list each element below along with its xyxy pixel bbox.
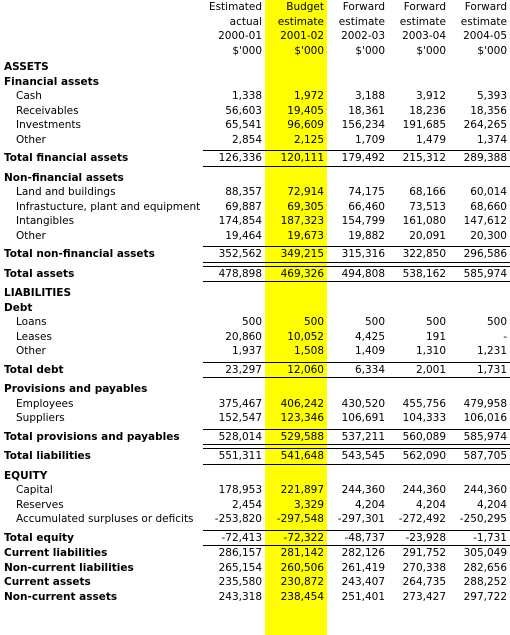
value-cell: 375,467 xyxy=(218,397,262,410)
column-header-cell: 2001-02 xyxy=(280,30,324,42)
empty-cell xyxy=(327,469,388,484)
empty-cell xyxy=(265,286,327,301)
row-label: EQUITY xyxy=(4,469,48,482)
value-cell: 244,360 xyxy=(402,484,446,496)
value-cell: 264,735 xyxy=(402,576,446,588)
table-row-infrastucture-plant-and-equipment xyxy=(0,200,510,215)
value-cell: 261,419 xyxy=(341,561,385,574)
value-cell: 251,401 xyxy=(341,590,385,603)
value-cell: 230,872 xyxy=(280,576,324,588)
value-cell: 2,125 xyxy=(293,133,324,146)
value-cell: 1,972 xyxy=(293,90,324,102)
value-cell: 147,612 xyxy=(463,215,507,227)
value-cell: 3,188 xyxy=(354,90,385,102)
row-label: Employees xyxy=(16,397,74,410)
value-cell: 19,882 xyxy=(348,229,385,242)
value-cell: 3,329 xyxy=(293,498,324,511)
total-row-total-provisions-and-payables xyxy=(0,429,510,445)
row-label: Suppliers xyxy=(16,412,65,424)
column-header-cell: $'000 xyxy=(416,44,446,57)
empty-cell xyxy=(265,171,327,186)
value-cell: 500 xyxy=(241,316,262,328)
value-cell: 273,427 xyxy=(402,590,446,603)
value-cell: 289,388 xyxy=(449,151,510,167)
value-cell: 178,953 xyxy=(218,484,262,496)
value-cell: 72,914 xyxy=(287,186,324,198)
row-label: Non-financial assets xyxy=(4,171,124,184)
value-cell: 187,323 xyxy=(280,215,324,227)
value-cell: 20,860 xyxy=(225,330,262,343)
value-cell: 244,360 xyxy=(341,484,385,496)
empty-cell xyxy=(449,301,510,316)
row-label: Infrastucture, plant and equipment xyxy=(16,200,201,213)
row-label: Leases xyxy=(16,330,52,343)
value-cell: 104,333 xyxy=(402,412,446,424)
value-cell: 1,731 xyxy=(449,362,510,378)
value-cell: 291,752 xyxy=(402,547,446,559)
empty-cell xyxy=(265,60,327,75)
section-heading-equity xyxy=(0,469,510,484)
value-cell: 123,346 xyxy=(280,412,324,424)
value-cell: 60,014 xyxy=(470,186,507,198)
row-label: Reserves xyxy=(16,498,64,511)
value-cell: 1,338 xyxy=(231,90,262,102)
value-cell: 286,157 xyxy=(218,547,262,559)
row-label: Accumulated surpluses or deficits xyxy=(16,513,194,525)
table-row-employees xyxy=(0,397,510,412)
value-cell: 494,808 xyxy=(327,266,388,282)
table-row-investments xyxy=(0,118,510,133)
value-cell: 191,685 xyxy=(402,119,446,131)
value-cell: 528,014 xyxy=(203,429,265,445)
section-heading-non-financial-assets xyxy=(0,171,510,186)
empty-cell xyxy=(388,469,449,484)
value-cell: 529,588 xyxy=(265,429,327,445)
empty-cell xyxy=(203,469,265,484)
value-cell: 282,126 xyxy=(341,547,385,559)
value-cell: -1,731 xyxy=(449,530,510,546)
empty-cell xyxy=(388,171,449,186)
empty-cell xyxy=(265,75,327,90)
empty-cell xyxy=(327,75,388,90)
column-header-cell: estimate xyxy=(460,15,507,28)
value-cell: 20,091 xyxy=(409,229,446,242)
value-cell: 288,252 xyxy=(463,576,507,588)
value-cell: 537,211 xyxy=(327,429,388,445)
value-cell: 4,204 xyxy=(415,498,446,511)
value-cell: 1,231 xyxy=(476,345,507,357)
empty-cell xyxy=(203,171,265,186)
total-row-total-equity xyxy=(0,530,510,546)
value-cell: 1,310 xyxy=(415,345,446,357)
value-cell: 270,338 xyxy=(402,561,446,574)
value-cell: 106,691 xyxy=(341,412,385,424)
value-cell: 560,089 xyxy=(388,429,449,445)
header-blank xyxy=(0,0,203,15)
value-cell: 19,464 xyxy=(225,229,262,242)
value-cell: -250,295 xyxy=(459,513,507,525)
row-label: Land and buildings xyxy=(16,186,116,198)
row-label: LIABILITIES xyxy=(4,287,72,299)
value-cell: 126,336 xyxy=(203,151,265,167)
value-cell: 1,479 xyxy=(415,133,446,146)
column-header-row xyxy=(0,15,510,30)
row-label: Intangibles xyxy=(16,215,75,227)
value-cell: 221,897 xyxy=(280,484,324,496)
row-label: Total debt xyxy=(4,363,64,376)
empty-cell xyxy=(388,301,449,316)
empty-cell xyxy=(203,301,265,316)
value-cell: 264,265 xyxy=(463,119,507,131)
column-header-cell: Forward xyxy=(403,1,446,13)
row-label: Total assets xyxy=(4,267,75,280)
value-cell: 215,312 xyxy=(388,151,449,167)
value-cell: 500 xyxy=(425,316,446,328)
row-label: Other xyxy=(16,229,46,242)
empty-cell xyxy=(327,60,388,75)
row-label: Investments xyxy=(16,119,81,131)
empty-cell xyxy=(203,75,265,90)
row-label: Other xyxy=(16,133,46,146)
row-label: Total equity xyxy=(4,531,74,544)
value-cell: 68,660 xyxy=(470,200,507,213)
value-cell: 161,080 xyxy=(402,215,446,227)
column-header-cell: estimate xyxy=(399,15,446,28)
row-label: Debt xyxy=(4,301,33,314)
empty-cell xyxy=(388,75,449,90)
row-label: Other xyxy=(16,345,46,357)
value-cell: 500 xyxy=(364,316,385,328)
value-cell: 152,547 xyxy=(218,412,262,424)
value-cell: 6,334 xyxy=(327,362,388,378)
row-label: Capital xyxy=(16,484,53,496)
value-cell: 406,242 xyxy=(280,397,324,410)
value-cell: 296,586 xyxy=(449,247,510,263)
header-blank xyxy=(0,29,203,44)
value-cell: 10,052 xyxy=(287,330,324,343)
value-cell: 154,799 xyxy=(341,215,385,227)
section-heading-financial-assets xyxy=(0,75,510,90)
row-label: Total financial assets xyxy=(4,152,129,164)
header-blank xyxy=(0,44,203,59)
value-cell: 19,405 xyxy=(287,104,324,117)
row-label: Non-current assets xyxy=(4,590,118,603)
value-cell: 2,454 xyxy=(231,498,262,511)
value-cell: 18,356 xyxy=(470,104,507,117)
value-cell: 2,854 xyxy=(231,133,262,146)
empty-cell xyxy=(449,75,510,90)
value-cell: 69,887 xyxy=(225,200,262,213)
column-header-cell: Forward xyxy=(464,1,507,13)
column-header-cell: 2000-01 xyxy=(218,30,262,42)
value-cell: 74,175 xyxy=(348,186,385,198)
table-row-accumulated-surpluses-or-deficits xyxy=(0,512,510,527)
value-cell: 587,705 xyxy=(449,449,510,465)
total-row-total-financial-assets xyxy=(0,151,510,167)
value-cell: 3,912 xyxy=(415,90,446,102)
value-cell: 322,850 xyxy=(388,247,449,263)
value-cell: 56,603 xyxy=(225,104,262,117)
value-cell: - xyxy=(503,330,507,343)
value-cell: 585,974 xyxy=(449,429,510,445)
table-row-loans xyxy=(0,315,510,330)
value-cell: 18,236 xyxy=(409,104,446,117)
value-cell: 96,609 xyxy=(287,119,324,131)
total-row-total-debt xyxy=(0,362,510,378)
row-label: Cash xyxy=(16,90,42,102)
value-cell: 243,318 xyxy=(218,590,262,603)
value-cell: 191 xyxy=(425,330,446,343)
column-header-cell: estimate xyxy=(338,15,385,28)
value-cell: 88,357 xyxy=(225,186,262,198)
value-cell: 1,709 xyxy=(354,133,385,146)
empty-cell xyxy=(327,171,388,186)
value-cell: 179,492 xyxy=(327,151,388,167)
value-cell: 478,898 xyxy=(203,266,265,282)
value-cell: 12,060 xyxy=(265,362,327,378)
column-header-cell: Estimated xyxy=(208,1,262,13)
value-cell: -297,301 xyxy=(337,513,385,525)
empty-cell xyxy=(449,171,510,186)
value-cell: 18,361 xyxy=(348,104,385,117)
row-label: Current liabilities xyxy=(4,546,108,559)
column-header-cell: $'000 xyxy=(294,44,324,57)
value-cell: 19,673 xyxy=(287,229,324,242)
value-cell: 73,513 xyxy=(409,200,446,213)
column-header-cell: 2004-05 xyxy=(463,30,507,42)
empty-cell xyxy=(203,382,265,397)
value-cell: 500 xyxy=(303,316,324,328)
value-cell: 65,541 xyxy=(225,119,262,131)
empty-cell xyxy=(449,286,510,301)
value-cell: 120,111 xyxy=(265,151,327,167)
section-heading-assets xyxy=(0,60,510,75)
column-header-cell: $'000 xyxy=(355,44,385,57)
value-cell: 4,425 xyxy=(354,330,385,343)
value-cell: 69,305 xyxy=(287,200,324,213)
value-cell: -253,820 xyxy=(214,513,262,525)
value-cell: -48,737 xyxy=(327,530,388,546)
value-cell: 282,656 xyxy=(463,561,507,574)
value-cell: 479,958 xyxy=(463,397,507,410)
value-cell: 500 xyxy=(486,316,507,328)
column-header-row xyxy=(0,0,510,15)
empty-cell xyxy=(388,286,449,301)
value-cell: 174,854 xyxy=(218,215,262,227)
value-cell: 315,316 xyxy=(327,247,388,263)
table-row-other xyxy=(0,133,510,148)
value-cell: 455,756 xyxy=(402,397,446,410)
empty-cell xyxy=(327,382,388,397)
value-cell: 281,142 xyxy=(280,547,324,559)
empty-cell xyxy=(449,382,510,397)
empty-cell xyxy=(449,469,510,484)
value-cell: 238,454 xyxy=(280,590,324,603)
row-label: Provisions and payables xyxy=(4,383,148,395)
value-cell: 66,460 xyxy=(348,200,385,213)
row-label: Current assets xyxy=(4,576,91,588)
value-cell: -72,322 xyxy=(265,530,327,546)
value-cell: 235,580 xyxy=(218,576,262,588)
column-header-cell: $'000 xyxy=(477,44,507,57)
section-heading-provisions-and-payables xyxy=(0,382,510,397)
empty-cell xyxy=(327,301,388,316)
value-cell: 469,326 xyxy=(265,266,327,282)
value-cell: 1,508 xyxy=(293,345,324,357)
value-cell: 430,520 xyxy=(341,397,385,410)
empty-cell xyxy=(388,382,449,397)
value-cell: 538,162 xyxy=(388,266,449,282)
value-cell: 2,001 xyxy=(388,362,449,378)
value-cell: -23,928 xyxy=(388,530,449,546)
value-cell: 1,409 xyxy=(354,345,385,357)
value-cell: 23,297 xyxy=(203,362,265,378)
value-cell: 4,204 xyxy=(354,498,385,511)
total-row-total-non-financial-assets xyxy=(0,247,510,263)
value-cell: 562,090 xyxy=(388,449,449,465)
empty-cell xyxy=(265,382,327,397)
empty-cell xyxy=(203,286,265,301)
table-row-leases xyxy=(0,330,510,345)
empty-cell xyxy=(265,469,327,484)
value-cell: 265,154 xyxy=(218,561,262,574)
row-label: Non-current liabilities xyxy=(4,561,134,574)
table-row-cash xyxy=(0,89,510,104)
column-header-cell: Forward xyxy=(342,1,385,13)
value-cell: 297,722 xyxy=(463,590,507,603)
summary-row-non-current-assets xyxy=(0,590,510,605)
table-row-other xyxy=(0,344,510,359)
value-cell: -272,492 xyxy=(398,513,446,525)
value-cell: 244,360 xyxy=(463,484,507,496)
row-label: Total liabilities xyxy=(4,450,91,462)
row-label: ASSETS xyxy=(4,61,49,73)
value-cell: 5,393 xyxy=(476,90,507,102)
value-cell: 305,049 xyxy=(463,547,507,559)
value-cell: 543,545 xyxy=(327,449,388,465)
section-heading-debt xyxy=(0,301,510,316)
column-header-cell: actual xyxy=(229,15,262,28)
table-row-receivables xyxy=(0,104,510,119)
table-row-reserves xyxy=(0,498,510,513)
total-row-total-assets xyxy=(0,266,510,282)
table-row-intangibles xyxy=(0,214,510,229)
column-header-row xyxy=(0,44,510,59)
summary-row-current-liabilities xyxy=(0,546,510,561)
value-cell: 1,937 xyxy=(231,345,262,357)
value-cell: 551,311 xyxy=(203,449,265,465)
value-cell: 1,374 xyxy=(476,133,507,146)
value-cell: 585,974 xyxy=(449,266,510,282)
column-header-cell: Budget xyxy=(286,1,324,13)
value-cell: 156,234 xyxy=(341,119,385,131)
value-cell: 352,562 xyxy=(203,247,265,263)
empty-cell xyxy=(449,60,510,75)
table-row-land-and-buildings xyxy=(0,185,510,200)
column-header-cell: $'000 xyxy=(232,44,262,57)
value-cell: 20,300 xyxy=(470,229,507,242)
value-cell: 243,407 xyxy=(341,576,385,588)
summary-row-non-current-liabilities xyxy=(0,561,510,576)
value-cell: 541,648 xyxy=(265,449,327,465)
summary-row-current-assets xyxy=(0,575,510,590)
table-row-capital xyxy=(0,483,510,498)
value-cell: 4,204 xyxy=(476,498,507,511)
row-label: Total non-financial assets xyxy=(4,248,155,260)
table-row-suppliers xyxy=(0,411,510,426)
row-label: Financial assets xyxy=(4,75,99,88)
column-header-cell: 2003-04 xyxy=(402,30,446,42)
value-cell: 106,016 xyxy=(463,412,507,424)
column-header-cell: estimate xyxy=(277,15,324,28)
column-header-cell: 2002-03 xyxy=(341,30,385,42)
value-cell: 68,166 xyxy=(409,186,446,198)
row-label: Total provisions and payables xyxy=(4,430,180,443)
empty-cell xyxy=(388,60,449,75)
section-heading-liabilities xyxy=(0,286,510,301)
value-cell: -297,548 xyxy=(276,513,324,525)
column-header-row xyxy=(0,29,510,44)
value-cell: 260,506 xyxy=(280,561,324,574)
empty-cell xyxy=(265,301,327,316)
row-label: Receivables xyxy=(16,104,79,117)
total-row-total-liabilities xyxy=(0,449,510,465)
table-row-other xyxy=(0,229,510,244)
row-label: Loans xyxy=(16,316,47,328)
empty-cell xyxy=(203,60,265,75)
header-blank xyxy=(0,15,203,30)
value-cell: 349,215 xyxy=(265,247,327,263)
value-cell: -72,413 xyxy=(203,530,265,546)
empty-cell xyxy=(327,286,388,301)
